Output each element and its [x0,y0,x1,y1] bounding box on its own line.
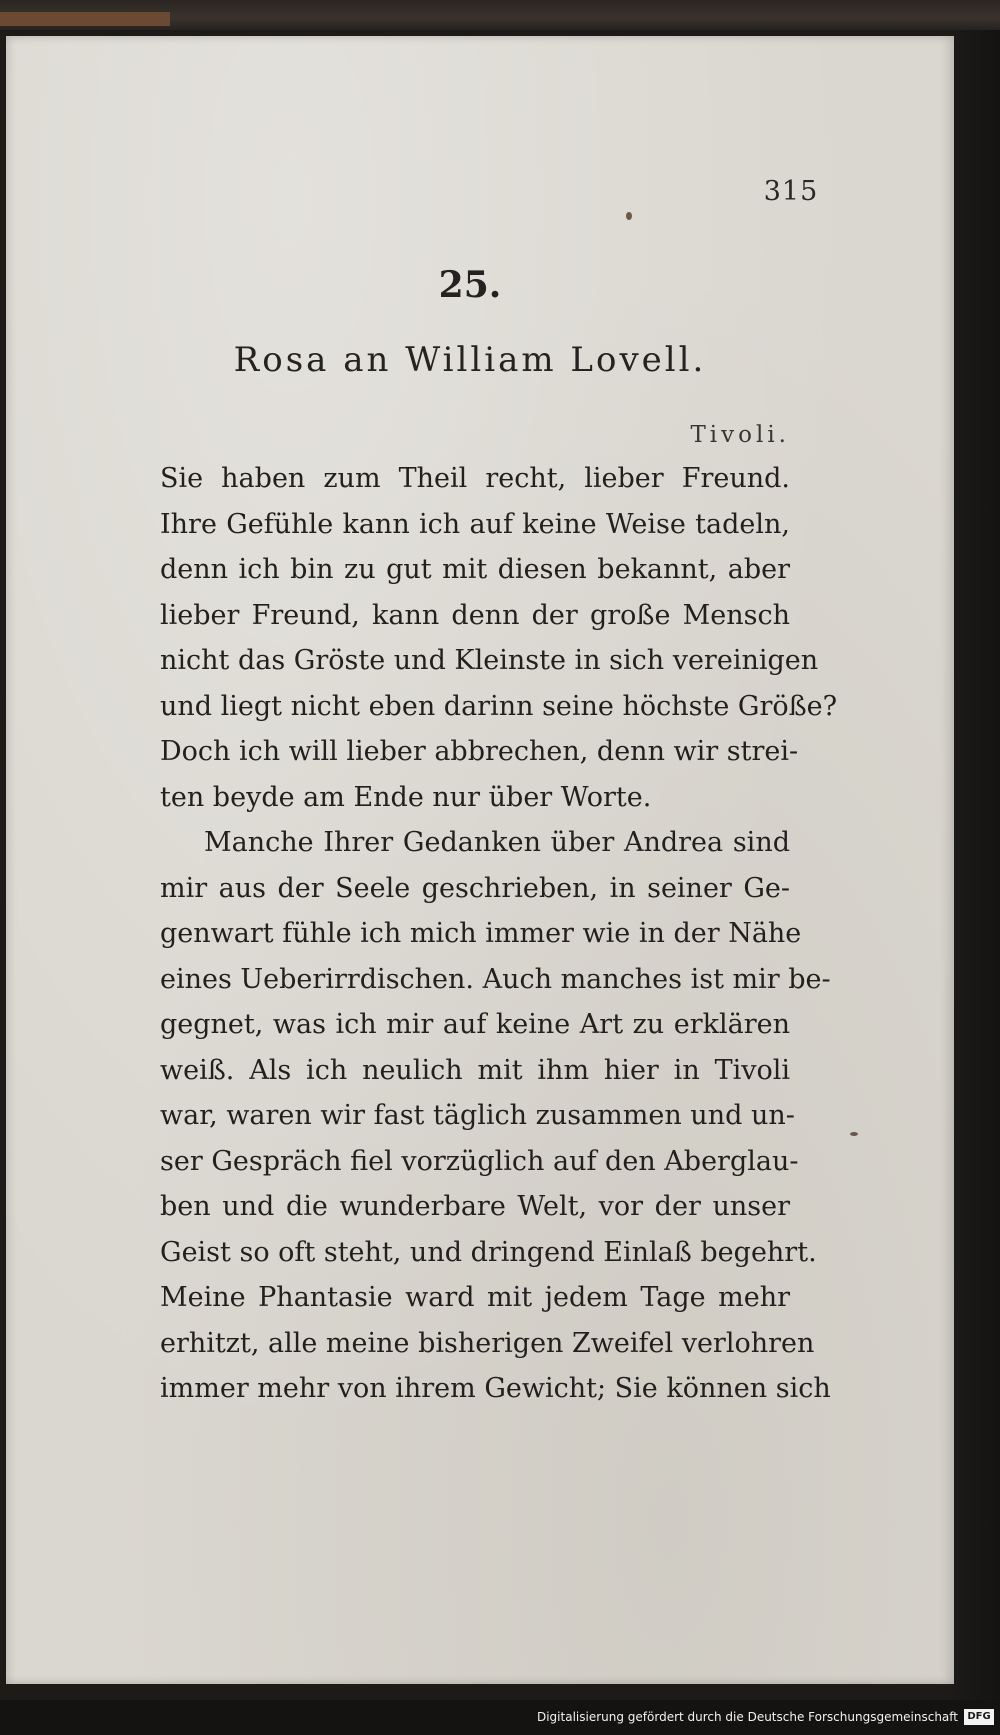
text-line: und liegt nicht eben darinn seine höchste Größe? [160,690,838,722]
text-line: nicht das Gröste und Kleinste in sich vereinigen [160,645,819,676]
text-line: lieber Freund, kann denn der große Mensch [160,599,790,631]
dfg-logo: DFG [964,1709,994,1725]
letter-title: Rosa an William Lovell. [233,340,707,380]
body-text [160,456,838,1412]
page-number: 315 [763,176,819,207]
text-line: Meine Phantasie ward mit jedem Tage mehr [160,1282,790,1313]
text-line: ser Gespräch fiel vorzüglich auf den Aberglau- [160,1145,799,1177]
binding-strip [0,12,170,26]
place-heading: Tivoli. [690,422,790,448]
text-line: mir aus der Seele geschrieben, in seiner Ge- [160,872,790,904]
book-spine-shadow [954,30,1000,1700]
text-line: ben und die wunderbare Welt, vor der unser [160,1191,790,1222]
text-line: Sie haben zum Theil recht, lieber Freund. [160,463,790,494]
text-line: weiß. Als ich neulich mit ihm hier in Tivoli [160,1054,790,1086]
text-line: genwart fühle ich mich immer wie in der Nähe [160,918,802,949]
ink-speck [850,1132,858,1136]
text-line: gegnet, was ich mir auf keine Art zu erklären [160,1009,790,1040]
footer-bar [0,1700,1000,1735]
text-line: war, waren wir fast täglich zusammen und un- [160,1100,795,1131]
book-edge-top [0,0,1000,30]
text-line: eines Ueberirrdischen. Auch manches ist mir be- [160,963,831,995]
text-line: immer mehr von ihrem Gewicht; Sie können sich [160,1373,831,1404]
text-line: Geist so oft steht, und dringend Einlaß begehrt. [160,1236,817,1268]
text-line: Manche Ihrer Gedanken über Andrea sind [204,827,790,858]
chapter-number: 25. [438,264,502,306]
text-line: ten beyde am Ende nur über Worte. [160,781,652,813]
text-line: denn ich bin zu gut mit diesen bekannt, aber [160,554,790,585]
funding-credit: Digitalisierung gefördert durch die Deutsche Forschungsgemeinschaft [536,1710,958,1724]
ink-speck [626,212,632,220]
text-line: Doch ich will lieber abbrechen, denn wir strei- [160,736,799,767]
text-line: Ihre Gefühle kann ich auf keine Weise tadeln, [160,508,790,540]
text-line: erhitzt, alle meine bisherigen Zweifel verlohren [160,1327,815,1359]
